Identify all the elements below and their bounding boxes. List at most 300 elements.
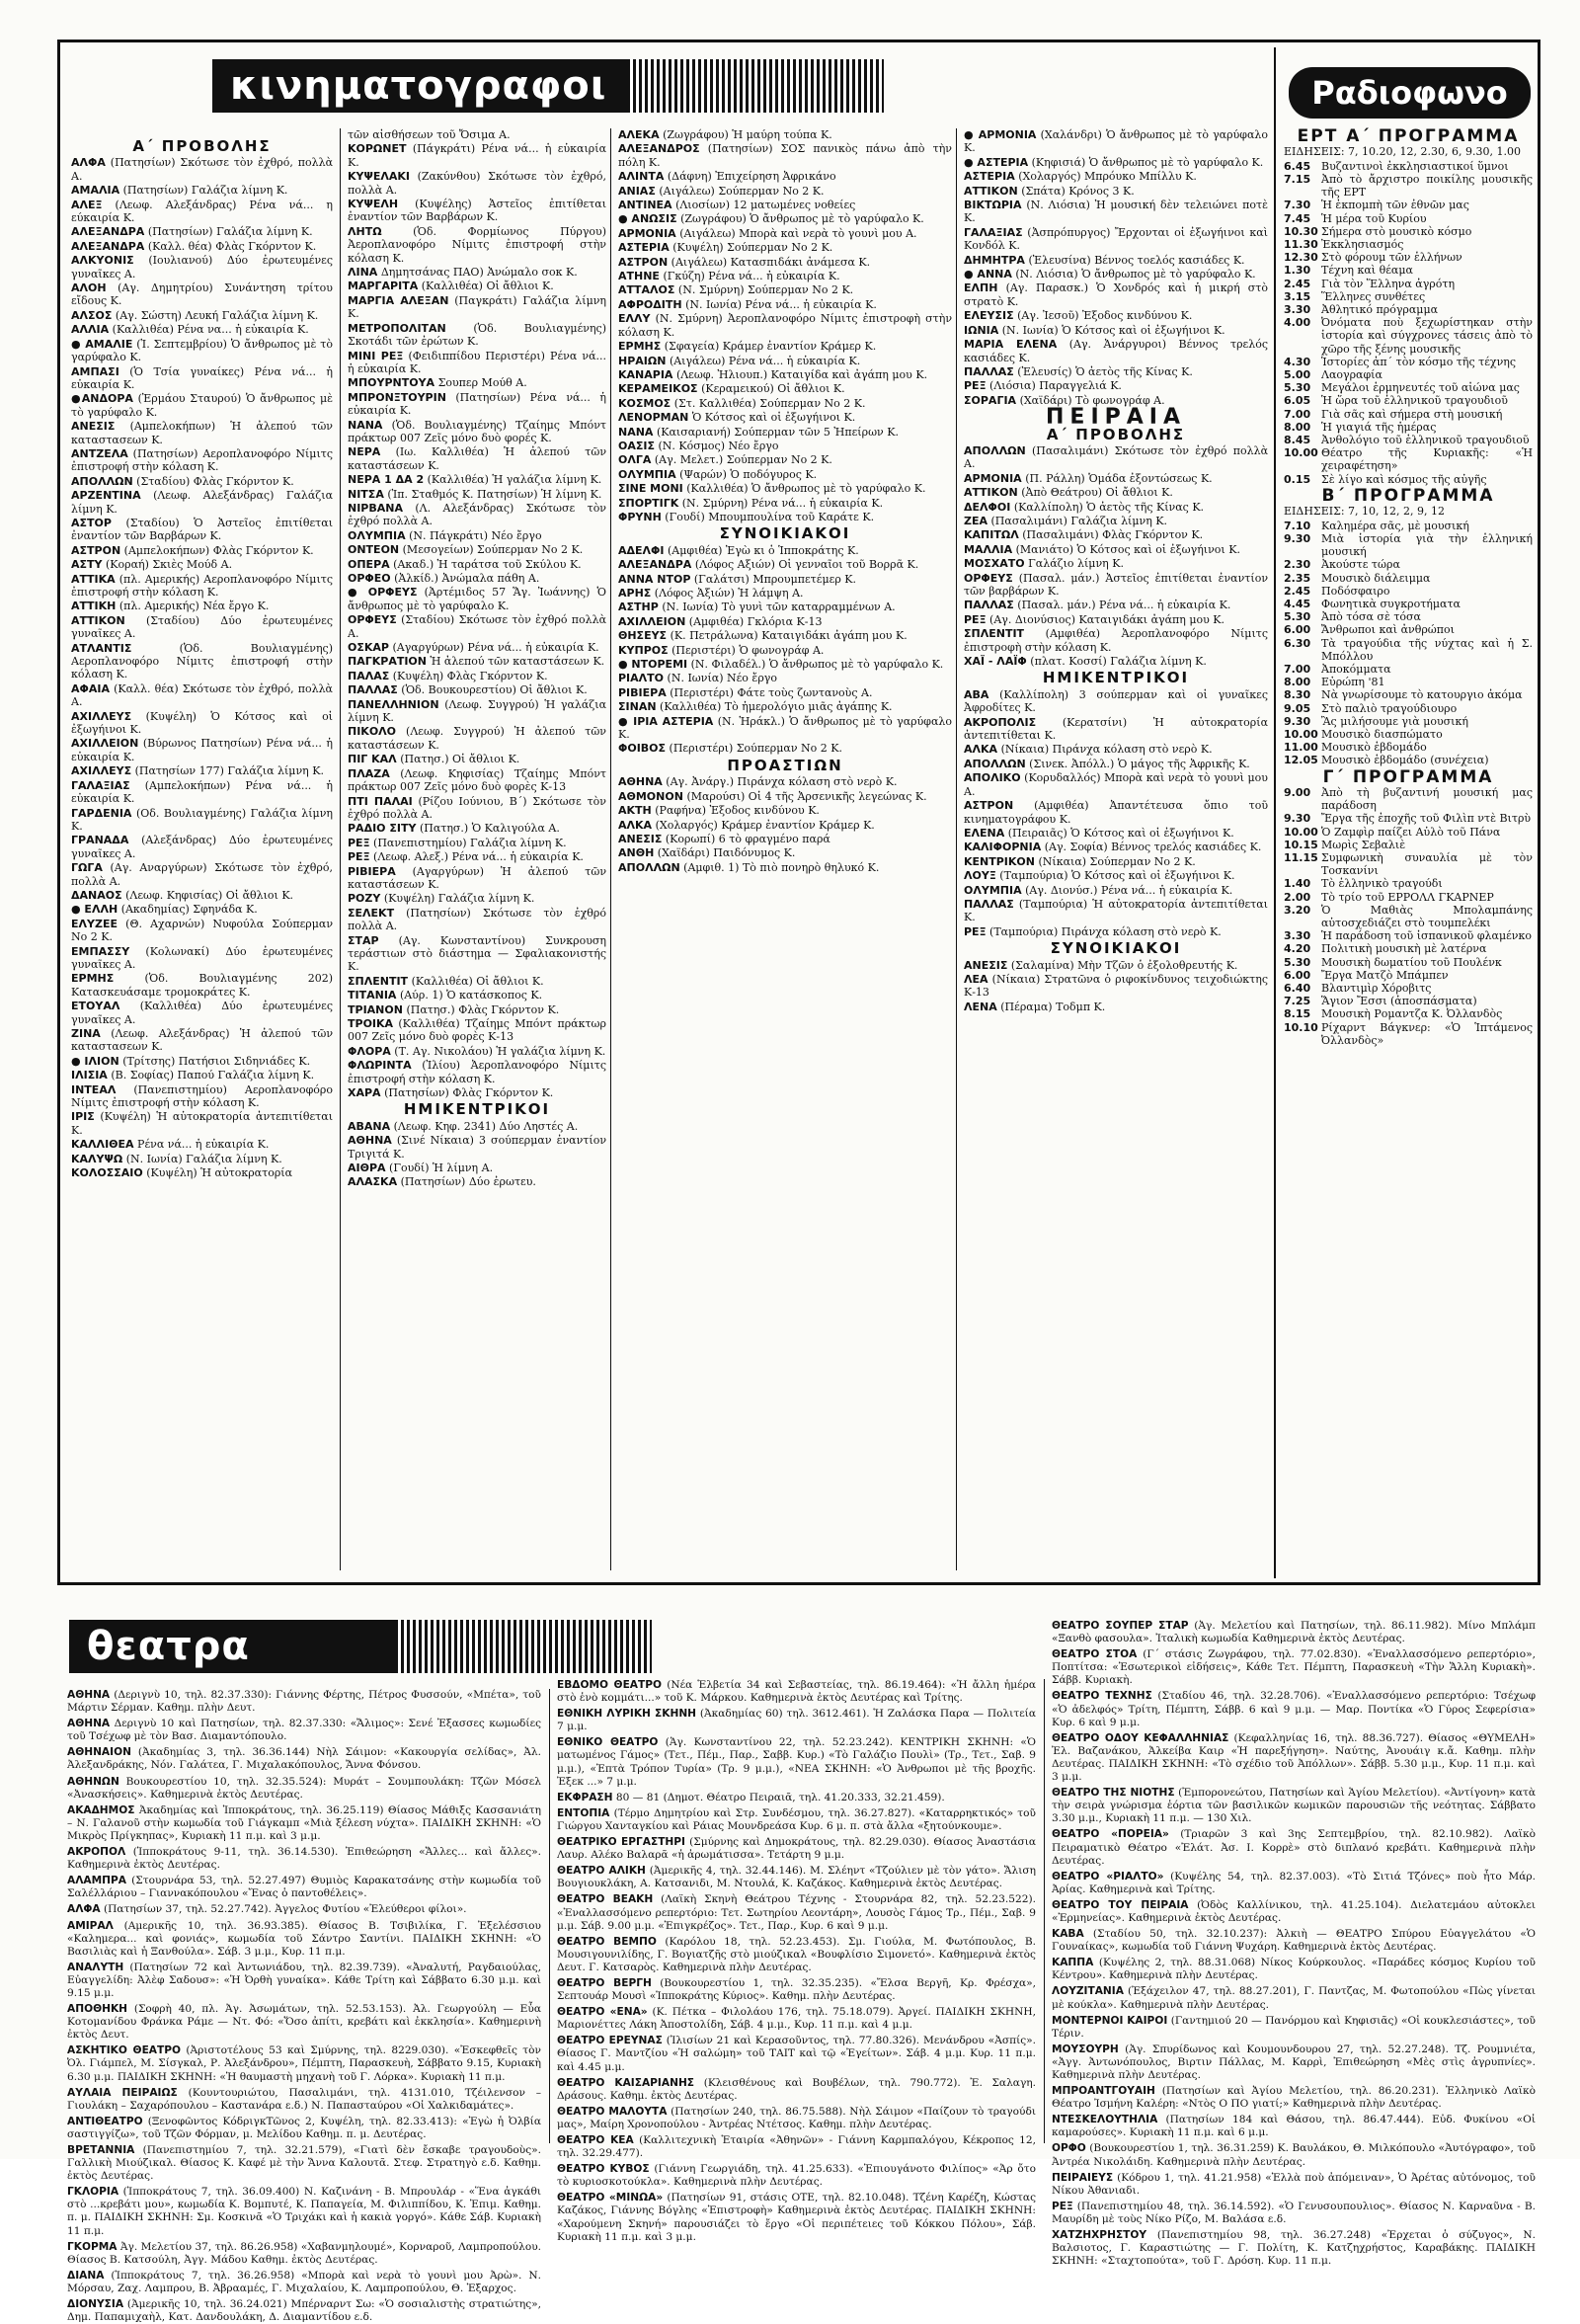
cinema-details: (Ὁδ. Φορμίωνος Πύργου) Ἀεροπλανοφόρο Νίμιτς ἐπιστροφή στὴν κόλαση Κ. xyxy=(348,224,606,265)
cinema-name: ΑΤΤΑΛΟΣ xyxy=(618,283,675,297)
theatre-name: ΓΚΛΟΡΙΑ xyxy=(67,2186,119,2199)
radio-time: 7.25 xyxy=(1284,995,1311,1008)
cinema-listing xyxy=(71,1055,333,1068)
radio-time: 4.20 xyxy=(1284,942,1311,956)
cinema-listing xyxy=(618,453,952,466)
theatre-details: (Ἰλισίων 21 καὶ Κερασοῦντος, τηλ. 77.80.326). Μενάνδρου «Ἀσπίς». Θίασος Γ. Μαντζίου «Ἡ σαλώμη» τοῦ ΤΑΙΤ καὶ τῷ «Ἐγείτων». Σάβ. 4 μ.μ. Κυρ. 11 π.μ. καὶ 4.45 μ.μ. xyxy=(557,2035,1037,2073)
theatre-name: ΘΕΑΤΡΟ ΚΥΒΟΣ xyxy=(557,2163,650,2176)
radio-show: Ἡ παράδοση τοῦ ἰσπανικοῦ φλαμένκο xyxy=(1321,929,1532,943)
cinema-name: ΦΡΥΝΗ xyxy=(618,510,662,523)
cinema-details: (Γαλάτσι) Μπρουμπετέμερ Κ. xyxy=(693,572,856,586)
cinema-details: (Κορυδαλλός) Μπορὰ καὶ νερὰ τὸ γουνὶ μου Α. xyxy=(964,771,1268,798)
cinema-name: ● ΑΝΩΣΙΣ xyxy=(618,212,677,226)
cinema-details: (Ἐλευσίς) Ὁ ἀετὸς τῆς Κίνας Κ. xyxy=(1017,364,1193,378)
cinema-name: ΑΧΙΛΛΕΙΟΝ xyxy=(618,614,686,628)
cinema-listing xyxy=(71,1110,333,1137)
cinema-listing xyxy=(618,715,952,742)
cinema-listing xyxy=(348,294,606,321)
theatre-details: Ἀκαδημίας καὶ Ἱπποκράτους, τηλ. 36.25.119) Θίασος Μάθιξς Κασσανιάτη – Ν. Γαλανοῦ στὴν κωμωδία τοῦ Γιάγκαμπ «Μιὰ ξέλεση νύχτα». ΠΑΙΔΙΚΗ ΣΚΗΝΗ: «Ὁ Μικρὸς Πρίγκηπας», Κυριακὴ 11 π.μ. καὶ 3 μ.μ. xyxy=(67,1803,541,1842)
cinema-listing xyxy=(618,382,952,395)
cinema-details: (Αύρ. 1) Ὁ κατάσκοπος Κ. xyxy=(399,989,543,1002)
cinema-details: (Σινέ Νίκαια) 3 σούπερμαν ἐναντίον Τριγιτά Κ. xyxy=(348,1134,607,1161)
cinema-listing xyxy=(348,865,606,892)
cinema-listing xyxy=(618,558,952,571)
cinema-details: (Περιστέρι) Σούπερμαν Νο 2 Κ. xyxy=(669,742,842,756)
radio-time: 5.30 xyxy=(1284,610,1311,624)
cinema-listing xyxy=(964,486,1268,499)
cinema-listing xyxy=(71,903,333,916)
cinema-details: (Ν. Ιωνία) Ρένα νά... ἡ εὐκαιρία Κ. xyxy=(685,297,877,311)
cinema-name: ΚΑΝΑΡΙΑ xyxy=(618,367,673,381)
cinema-details: (Πάγκράτι) Ρένα νά... ἡ εὐκαιρία Κ. xyxy=(348,142,606,169)
radio-banner xyxy=(1289,67,1531,119)
cinema-listing xyxy=(348,613,606,640)
cinema-details: (Πατησίων) Ρένα νά... ἡ εὐκαιρία Κ. xyxy=(348,390,606,418)
cinema-name: ΑΛΕΞΑΝΔΡΟΣ xyxy=(618,142,700,156)
cinema-listing xyxy=(348,641,606,654)
radio-time: 6.00 xyxy=(1284,623,1311,637)
cinema-details: (Αγαργύρων) Ρένα νά... ἡ εὐκαιρία Κ. xyxy=(392,641,599,655)
cinema-details: (Νίκαια) Πιράνχα κόλαση στὸ νερὸ Κ. xyxy=(1000,743,1213,757)
radio-time: 3.30 xyxy=(1284,303,1311,317)
cinema-details: (Αιγάλεω) Ρένα νά... ἡ εὐκαιρία Κ. xyxy=(669,354,861,367)
cinema-listing xyxy=(71,972,333,999)
cinema-name: ΑΛΕΚΑ xyxy=(618,128,660,141)
cinema-details: (Μαρούσι) Οἱ 4 τῆς Ἀρσενικῆς λεγεώνας Κ. xyxy=(686,789,927,803)
cinema-name: ΑΤΗΝΕ xyxy=(618,270,660,283)
cinema-details: (Λεωφ. Αλεξάνδρας) Γαλάζια λίμνη Κ. xyxy=(71,489,333,516)
cinema-details: (Λ. Αλεξάνδρας) Σκότωσε τὸν ἐχθρό πολλὰ Α. xyxy=(348,501,606,528)
radio-time: 2.00 xyxy=(1284,890,1311,904)
radio-schedule-item xyxy=(1284,982,1533,995)
theatre-details: (Κλεισθένους καὶ Βουβέλων, τηλ. 790.772). Ἐ. Σαλαγη. Δράσους. Καθημ. ἐκτὸς Δευτέρας. xyxy=(557,2076,1036,2102)
theatre-listing xyxy=(557,2077,1036,2103)
cinema-listing xyxy=(618,468,952,481)
cinema-name: ΑΛΙΝΤΑ xyxy=(618,170,665,184)
cinema-details: (Ν. Ιωνία) Γαλάζια λίμνη Κ. xyxy=(125,1152,282,1165)
theatre-listing xyxy=(557,2006,1036,2032)
cinema-details: (Αγ. Σώστη) Λευκή Γαλάζια λίμνη Κ. xyxy=(115,308,319,322)
cinema-details: (Τ. Αγ. Νικολάου) Ἡ γαλάζια λίμνη Κ. xyxy=(394,1044,606,1058)
cinema-name: ΟΡΦΕΥΣ xyxy=(964,571,1013,585)
first-run-heading: Α΄ ΠΡΟΒΟΛΗΣ xyxy=(132,137,272,155)
cinema-name: ΑΤΤΙΚΟΝ xyxy=(964,184,1018,198)
radio-schedule-item xyxy=(1284,839,1533,851)
cinema-name: ΑΝΕΣΙΣ xyxy=(71,420,116,434)
radio-time: 5.30 xyxy=(1284,955,1311,969)
radio-time: 6.40 xyxy=(1284,982,1311,996)
cinema-name: ΑΝΤΖΕΛΑ xyxy=(71,446,128,460)
piraeus-first-run-heading: Α΄ ΠΡΟΒΟΛΗΣ xyxy=(1046,425,1186,443)
cinema-name: ● ΙΛΙΟΝ xyxy=(71,1054,119,1068)
cinema-name: ΕΡΜΗΣ xyxy=(618,340,662,354)
cinema-name: ΠΑΛΛΑΣ xyxy=(964,364,1014,378)
cinema-details: (Αγ. Διονύσ.) Ρένα νά... ἡ εὐκαιρία Κ. xyxy=(1025,883,1233,897)
cinema-name: ΠΑΓΚΡΑΤΙΟΝ xyxy=(348,655,427,669)
cinema-details: (Αλεξάνδρας) Δύο ἐρωτευμένες γυναῖκες Α. xyxy=(71,834,333,860)
radio-show: Γιὰ σᾶς καὶ σήμερα στὴ μουσική xyxy=(1321,407,1503,421)
cinema-name: ΑΝΕΣΙΣ xyxy=(964,958,1008,972)
cinema-details: (Αιγάλεω) Κατασπιδάκι ἀνάμεσα Κ. xyxy=(671,255,871,269)
radio-schedule-item xyxy=(1284,877,1533,890)
cinema-details: (Μανιάτο) Ὁ Κότσος καὶ οἱ ἐξωγήινοι Κ. xyxy=(1015,542,1240,556)
theatre-details: (Πατησίων 91, στάσις ΟΤΕ, τηλ. 82.10.048). Τζένη Καρέζη, Κώστας Καζάκος, Γιάννης Βόγλης «Ἐπιστροφὴ» Καθημερινὰ ἐκτὸς Δευτέρας. ΠΑΙΔΙΚΗ ΣΚΗΝΗ: «Χαρούμενη Σκηνή» παρουσιάζει τὸ ἔργο «Οἱ περιπέτειες τοῦ Κόκκου Πόλου», Σάβ. Κυριακὴ 11 π.μ. καὶ 3 μ.μ. xyxy=(557,2192,1036,2243)
theatre-details: Βουκουρεστίου 10, τηλ. 32.35.524): Μυράτ – Σουμπουλάκη: Τζῶν Μόσελ «Ἀνασκήσεις». Καθημερινὰ ἐκτὸς Δευτέρας. xyxy=(67,1775,541,1801)
radio-schedule-item xyxy=(1284,812,1533,825)
cinema-name: ΑΝΙΑΣ xyxy=(618,184,656,198)
radio-time: 3.30 xyxy=(1284,929,1311,943)
cinema-listing xyxy=(71,779,333,806)
cinema-details: (Κερατσίνι) Ἡ αὐτοκρατορία ἀντεπιτίθεται Κ. xyxy=(964,715,1269,743)
cinema-title: κινηματογραφοι xyxy=(230,63,607,109)
cinema-name: ΑΤΛΑΝΤΙΣ xyxy=(71,641,132,655)
cinema-name: ΠΙΚΟΛΟ xyxy=(348,725,397,739)
cinema-details: Ἡ ἀλεπού τῶν καταστάσεων Κ. xyxy=(430,655,605,669)
radio-time: 6.05 xyxy=(1284,394,1311,408)
cinema-name: ΑΚΤΗ xyxy=(618,804,652,818)
radio-time: 2.45 xyxy=(1284,584,1311,598)
cinema-name: ΑΣΤΡΟΝ xyxy=(964,799,1014,813)
cinema-name: ΓΑΛΑΞΙΑΣ xyxy=(71,778,130,792)
theatre-details: (Πανεπιστημίου 7, τηλ. 32.21.579), «Γιατὶ δὲν ἔσκαβε τραγουδοὺς». Γαλλικὴ Μιούζικαλ. Θίασος Κ. Καφέ μὲ τὴν Ἄννα Καλουτᾶ. Στεφ. Στρατηγὸ ε.δ. Καθημ. ἐκτὸς Δευτέρας. xyxy=(67,2144,541,2183)
cinema-name: ΖΙΝΑ xyxy=(71,1027,101,1040)
theatre-name: ΛΟΥΖΙΤΑΝΙΑ xyxy=(1052,1985,1124,1998)
radio-show: Ρίχαρντ Βάγκνερ: «Ὁ Ἱπτάμενος Ὀλλανδὸς» xyxy=(1321,1020,1533,1047)
cinema-name: ΑΝΤΙΝΕΑ xyxy=(618,199,672,212)
cinema-listing xyxy=(964,226,1268,253)
radio-schedule-item xyxy=(1284,1007,1533,1020)
cinema-listing xyxy=(618,440,952,452)
cinema-details: (Αμφιθ. 1) Τὸ πιὸ πονηρὸ θηλυκό Κ. xyxy=(683,860,880,874)
cinema-name: ΠΑΛΑΣ xyxy=(348,669,390,682)
cinema-details: (Χαλάνδρι) Ὁ ἄνθρωπος μὲ τὸ γαρύφαλο Κ. xyxy=(964,128,1268,155)
semi-central-heading-2: ΗΜΙΚΕΝΤΡΙΚΟΙ xyxy=(1042,669,1190,687)
theatre-listing xyxy=(1052,2172,1536,2198)
theatre-name: ΑΜΙΡΑΛ xyxy=(67,1919,114,1932)
cinema-listing xyxy=(348,1003,606,1016)
radio-show: Βλαντιμὶρ Χόροβιτς xyxy=(1321,982,1432,996)
cinema-details: (Καλλιθέα) Τὸ ἡμερολόγιο μιᾶς ἀγάπης Κ. xyxy=(660,700,893,714)
local-heading-1: ΣΥΝΟΙΚΙΑΚΟΙ xyxy=(719,524,851,543)
theatre-listing xyxy=(67,2116,541,2141)
theatre-details: (Κυψέλης 2, τηλ. 88.31.068) Νίκος Κούρκουλος. «Παράδες κόσμος Κυρίου τοῦ Κέντρου». Καθημερινὰ πλὴν Δευτέρας. xyxy=(1052,1957,1536,1982)
cinema-listing xyxy=(348,350,606,376)
cinema-details: (Στ. Καλλιθέα) Σούπερμαν Νο 2 Κ. xyxy=(673,396,866,410)
cinema-name: ΘΗΣΕΥΣ xyxy=(618,629,668,643)
cinema-listing xyxy=(964,281,1268,308)
column-rule xyxy=(340,128,341,1570)
cinema-name: ΗΡΑΙΩΝ xyxy=(618,354,667,367)
cinema-details: (Ν. Ἡράκλ.) Ὁ ἄνθρωπος μὲ τὸ γαρύφαλο Κ. xyxy=(618,714,953,742)
radio-show: Ἀποκόμματα xyxy=(1321,662,1391,676)
radio-show: Στὸ παλιὸ τραγούδιουρο xyxy=(1321,701,1458,715)
theatre-name: ΝΤΕΣΚΕΛΟΥΤΗΛΙΑ xyxy=(1052,2114,1158,2126)
cinema-details: Ρένα νά... ἡ εὐκαιρία Κ. xyxy=(137,1138,270,1152)
cinema-name: ΑΡΗΣ xyxy=(618,587,652,600)
cinema-details: (Πανεπιστημίου) Γαλάζια λίμνη Κ. xyxy=(373,836,567,849)
radio-show: Μιὰ ἱστορία γιὰ τὴν ἑλληνική μουσική xyxy=(1321,531,1533,559)
theatre-name: ΘΕΑΤΡΟ ΣΤΟΑ xyxy=(1052,1648,1138,1661)
cinema-listing xyxy=(964,627,1268,654)
cinema-name: ● ΕΛΛΗ xyxy=(71,903,118,917)
cinema-name: ΣΠΟΡΤΙΓΚ xyxy=(618,496,679,510)
cinema-listing xyxy=(964,156,1268,169)
radio-time: 8.45 xyxy=(1284,434,1311,447)
theatre-name: ΘΕΑΤΡΟ «ΡΙΑΛΤΟ» xyxy=(1052,1870,1164,1883)
radio-schedule-item xyxy=(1284,394,1533,407)
radio-show: Ἀκούστε τώρα xyxy=(1321,558,1400,572)
cinema-name: ΑΤΤΙΚΟΝ xyxy=(964,486,1018,500)
radio-time: 7.00 xyxy=(1284,662,1311,676)
cinema-details: (Αγ. Αναργύρων) Σκότωσε τὸν ἐχθρό, πολλὰ Α. xyxy=(71,861,333,888)
cinema-details: (Σπάτα) Κρόνος 3 Κ. xyxy=(1021,184,1135,198)
theatre-details: (Λαϊκὴ Σκηνὴ Θεάτρου Τέχνης - Στουρνάρα 82, τηλ. 52.23.522). «Ἐναλλασσόμενο ρεπερτόριο: Τετ. Σωτηρίου Λεοντάρη», Λουσὸς Γάμος Τρ., Πέμ., Σαβ. 9 μ.μ. Σάβ. 9.00 μ.μ. «Ἐπιγκρέζος». Τετ., Παρ., Κυρ. 6 καὶ 9 μ.μ. xyxy=(557,1893,1036,1932)
cinema-details: (Πατησίων) Φλὰς Γκόρντον Κ. xyxy=(384,1086,554,1100)
cinema-name: ΑΝΕΣΙΣ xyxy=(618,832,663,845)
cinema-listing xyxy=(71,1083,333,1110)
radio-schedule-item xyxy=(1284,238,1533,251)
cinema-details: Σουπερ Μούθ Α. xyxy=(437,376,527,390)
radio-time: 12.05 xyxy=(1284,754,1318,767)
cinema-name: ΦΛΟΡΑ xyxy=(348,1044,391,1058)
radio-program-3-title: Γ΄ ΠΡΟΓΡΑΜΜΑ xyxy=(1322,766,1494,787)
cinema-details: (Πασαλιμάνι) Φλὰς Γκόρντον Κ. xyxy=(1022,528,1204,542)
theatre-name: ΑΘΗΝΑ xyxy=(67,1718,111,1730)
cinema-listing xyxy=(964,254,1268,267)
theatre-name: ΑΛΑΜΠΡΑ xyxy=(67,1875,126,1887)
radio-show: Μουσικὸ διάλειμμα xyxy=(1321,571,1431,585)
cinema-listing xyxy=(348,198,606,224)
theatre-listing xyxy=(1052,1787,1536,1825)
radio-show: Σὲ λίγο καὶ κόσμος τῆς αὐγῆς xyxy=(1321,472,1487,486)
radio-show: Λαογραφία xyxy=(1321,368,1382,382)
cinema-details: (Περιστέρι) Φάτε τοὺς ζωντανοὺς Α. xyxy=(670,685,873,699)
theatre-details: (Κεφαλληνίας 16, τηλ. 88.36.727). Θίασος «ΘΥΜΕΛΗ» Ἐλ. Βαζανάκου, Ἀλκείβα Καιρ «Ἡ παρεξήγηση». Ναύτης, Ἀνουάιγ κ.ἄ. Καθημ. πλὴν Δευτέρας. ΠΑΙΔΙΚΗ ΣΚΗΝΗ: «Τὸ σχέδιο τοῦ Ἀπόλλων». Σάββ. 5.30 μ.μ., Κυρ. 11 π.μ. καὶ 3 μ.μ. xyxy=(1052,1731,1536,1784)
theatre-listing xyxy=(67,1920,541,1959)
cinema-name: ΜΑΡΙΑ ΕΛΕΝΑ xyxy=(964,338,1058,352)
theatre-details: (Ἀμερικῆς 10, τηλ. 36.24.021) Μπέρναρντ Σω: «Ὁ σοσιαλιστὴς στρατιώτης», Δημ. Παπαμιχαὴλ, Κατ. Δανδουλάκη, Δ. Διαμαντίδου ε.δ. xyxy=(67,2298,541,2324)
cinema-details: (Ἐρμάου Σταυρού) Ὁ ἄνθρωπος μὲ τὸ γαρύφαλο Κ. xyxy=(71,392,333,419)
cinema-details: (Καλλ. θέα) Σκότωσε τὸν ἐχθρό, πολλὰ Α. xyxy=(71,681,333,709)
theatre-details: (Ὀδὸς Καλλίνικου, τηλ. 41.25.104). Διελατεμάου αὐτοκλει «Ἐρμηνείας». Καθημερινὰ ἐκτὸς Δευτέρας. xyxy=(1052,1898,1536,1924)
cinema-details: (Ταμπούρια) Ἡ αὐτοκρατορία ἀντεπιτίθεται Κ. xyxy=(964,897,1268,924)
radio-show: Μεγάλοι ἑρμηνευτές τοῦ αἰώνα μας xyxy=(1321,381,1520,395)
cinema-name: ΠΑΛΛΑΣ xyxy=(348,683,398,697)
cinema-name: ΛΗΤΩ xyxy=(348,224,382,238)
cinema-column-2 xyxy=(348,128,606,1572)
cinema-details: (Σταδίου) Δύο ἐρωτευμένες γυναῖκες Α. xyxy=(71,613,334,641)
radio-schedule-item xyxy=(1284,421,1533,434)
radio-schedule-item xyxy=(1284,381,1533,394)
cinema-listing xyxy=(71,338,333,364)
cinema-listing xyxy=(618,241,952,254)
cinema-listing xyxy=(348,670,606,682)
theatre-details: (Πανεπιστημίου 98, τηλ. 36.27.248) «Ἐρχεται ὁ σύζυγος», Ν. Βαλσιοτος, Γ. Καραστιώτης — Γ. Πολίτη, Κ. Κατζηχρήστος, Καραβάκης. ΠΑΙΔΙΚΗ ΣΚΗΝΗ: «Σταχτοπούτα», τοῦ Γ. Δρόση. Κυρ. 11 π.μ. xyxy=(1052,2229,1536,2268)
radio-show: Ἔργα Ματζὸ Μπάμπεν xyxy=(1321,968,1449,982)
cinema-name: ΑΡΖΕΝΤΙΝΑ xyxy=(71,489,141,503)
cinema-listing xyxy=(348,128,606,141)
cinema-name: ΑΛΚΑ xyxy=(618,818,653,832)
cinema-details: (Καλλίπολη) 3 σούπερμαν καὶ οἱ γυναῖκες Ἀφροδίτες Κ. xyxy=(964,687,1268,715)
radio-show: Ποδόσφαιρο xyxy=(1321,584,1390,598)
radio-time: 2.35 xyxy=(1284,571,1311,585)
cinema-listing xyxy=(964,543,1268,556)
cinema-details: (Ἀπὸ Θεάτρου) Οἱ ἄθλιοι Κ. xyxy=(1021,486,1173,500)
cinema-name: ΓΑΛΑΞΙΑΣ xyxy=(964,225,1023,239)
radio-show: Ὀνόματα ποὺ ξεχωρίστηκαν στὴν ἱστορία καὶ σύγχρονες τάσεις ἀπὸ τὸ χῶρο τῆς ξένης μουσικῆς xyxy=(1321,316,1533,356)
cinema-listing xyxy=(71,614,333,641)
cinema-name: ΑΔΕΛΦΙ xyxy=(618,543,665,557)
radio-schedule-item xyxy=(1284,303,1533,316)
radio-show: Ἡ μέρα τοῦ Κυρίου xyxy=(1321,211,1427,225)
cinema-listing xyxy=(348,1045,606,1058)
cinema-details: (Σφαγεία) Κράμερ ἐναντίον Κράμερ Κ. xyxy=(664,340,877,354)
cinema-name: ΑΧΙΛΛΕΥΣ xyxy=(71,709,132,723)
cinema-listing xyxy=(618,355,952,367)
radio-time: 11.15 xyxy=(1284,850,1318,864)
cinema-details: (Αμπελοκήπων) Φλὰς Γκόρντον Κ. xyxy=(123,543,314,557)
cinema-details: (Λεωφ. Συγγρού) Ἡ ἀλεπού τῶν καταστάσεων Κ. xyxy=(348,725,606,752)
radio-time: 10.10 xyxy=(1284,1020,1318,1034)
theatre-listing xyxy=(557,1936,1036,1974)
cinema-name: ● ΝΤΟΡΕΜΙ xyxy=(618,658,688,672)
cinema-listing xyxy=(964,743,1268,756)
cinema-name: ΚΥΨΕΛΗ xyxy=(348,198,399,211)
cinema-name: ΝΕΡΑ 1 ΔΑ 2 xyxy=(348,473,425,487)
theatre-listing xyxy=(1052,2044,1536,2082)
theatre-name: ΡΕΞ xyxy=(1052,2200,1073,2212)
theatre-name: ΘΕΑΤΡΟ ΜΑΛΟΥΤΑ xyxy=(557,2105,668,2118)
radio-schedule-item xyxy=(1284,225,1533,238)
cinema-list-4c xyxy=(964,688,1268,938)
cinema-list-4b xyxy=(964,444,1268,669)
cinema-listing xyxy=(964,898,1268,924)
cinema-list-4 xyxy=(964,128,1268,407)
cinema-listing xyxy=(964,827,1268,840)
cinema-name: ΡΙΒΙΕΡΑ xyxy=(618,685,667,699)
cinema-details: (Καλλιθέα) Οἱ ἄθλιοι Κ. xyxy=(411,974,544,988)
theatre-listing xyxy=(557,2134,1036,2160)
radio-show: Τὸ ἑλληνικὸ τραγούδι xyxy=(1321,877,1443,891)
cinema-details: (Σταδίου) Σκότωσε τὸν ἐχθρό πολλὰ Α. xyxy=(348,613,607,640)
theatre-listing xyxy=(67,1962,541,2000)
radio-schedule-item xyxy=(1284,160,1533,173)
cinema-listing xyxy=(71,281,333,308)
cinema-details: (Καλλιθέα) Τζαίημς Μπόντ πράκτωρ 007 Ζεῖς μόνο δυὸ φορὲς Κ-13 xyxy=(348,1017,606,1044)
cinema-details: (Πατησίων) Δύο ἐρωτευ. xyxy=(400,1175,536,1189)
cinema-name: ΑΠΟΛΛΩΝ xyxy=(964,757,1026,770)
cinema-name: ΒΙΚΤΩΡΙΑ xyxy=(964,199,1022,212)
cinema-name: ΚΕΝΤΡΙΚΟΝ xyxy=(964,854,1035,868)
cinema-details: (Αγ. Δημητρίου) Συνάντηση τρίτου εἴδους Κ. xyxy=(71,281,333,308)
cinema-name: ΕΛΠΗ xyxy=(964,281,998,295)
cinema-details: (Κοραή) Σκιὲς Μούδ Α. xyxy=(106,558,233,572)
cinema-details: (Λεωφ. Αλεξ.) Ρένα νά... ἡ εὐκαιρία Κ. xyxy=(373,850,584,864)
cinema-name: ΡΙΒΙΕΡΑ xyxy=(348,864,396,878)
cinema-listing xyxy=(71,309,333,322)
theatre-name: ΘΕΑΤΡΟ ΒΕΡΓΗ xyxy=(557,1976,652,1989)
radio-schedule-item xyxy=(1284,598,1533,610)
radio-time: 9.30 xyxy=(1284,812,1311,826)
theatre-details: (Τέρμο Δημητρίου καὶ Στρ. Συνδέσμου, τηλ. 36.27.827). «Καταρρηκτικός» τοῦ Γιώργου Χανταγκίου καὶ Ράιας Μουνδρεάσα Κυρ. 6 μ. π. στὰ ἄλλα «ξητούνκουμε». xyxy=(557,1806,1036,1832)
radio-time: 0.15 xyxy=(1284,472,1311,486)
cinema-listing xyxy=(618,142,952,169)
radio-show: Ἀθλητικό πρόγραμμα xyxy=(1321,303,1439,317)
theatre-listing xyxy=(1052,1899,1536,1925)
cinema-listing xyxy=(618,411,952,424)
cinema-listing xyxy=(618,511,952,523)
cinema-details: (Ακαδημίας) Σφηνάδα Κ. xyxy=(120,903,258,917)
cinema-listing xyxy=(964,855,1268,868)
cinema-listing xyxy=(964,688,1268,715)
cinema-name: ΕΛΥΖΕΕ xyxy=(71,917,118,930)
cinema-listing xyxy=(348,767,606,794)
cinema-list-3b xyxy=(618,544,952,756)
cinema-listing xyxy=(71,834,333,860)
cinema-listing xyxy=(618,700,952,713)
cinema-listing xyxy=(618,368,952,381)
cinema-name: ΑΠΟΛΛΩΝ xyxy=(618,860,680,874)
cinema-details: (Βύρωνος Πατησίων) Ρένα νά... ἡ εὐκαιρία Κ. xyxy=(71,737,333,763)
cinema-details: (Αγ. Ἀνάργυροι) Βέννος τρελός κασιάδες Κ. xyxy=(964,338,1269,364)
cinema-name: ΑΒΑΝΑ xyxy=(348,1119,391,1133)
cinema-listing xyxy=(71,254,333,280)
theatre-details: (Σοφρὴ 40, πλ. Ἀγ. Ἀσωμάτων, τηλ. 52.53.153). Ἀλ. Γεωργούλη — Εὖα Κοτομανίδου Φράνκα Ράμε — Ντ. Φό: «Ὅσο ἀπίτι, κρεβάτι καὶ ἐκκλησία». Καθημερινὴ ἐκτὸς Δευτ. xyxy=(67,2003,541,2042)
cinema-listing xyxy=(71,945,333,972)
radio-schedule-item xyxy=(1284,212,1533,225)
cinema-details: (Αμφιθέα) Ἀπαντέτευσα ὄπιο τοῦ κινηματογράφου Κ. xyxy=(964,799,1268,826)
cinema-name: ΜΕΤΡΟΠΟΛΙΤΑΝ xyxy=(348,321,446,335)
radio-time: 6.30 xyxy=(1284,636,1311,650)
radio-schedule-item xyxy=(1284,199,1533,211)
cinema-listing xyxy=(618,426,952,439)
cinema-listing xyxy=(618,397,952,410)
cinema-listing xyxy=(618,587,952,600)
cinema-listing xyxy=(348,376,606,389)
cinema-details: (Νίκαια) Στρατῶνα ὁ ριφοκίνδυνος τειχοδιώκτης Κ-13 xyxy=(964,972,1268,1000)
cinema-listing xyxy=(964,572,1268,599)
radio-news-1: ΕΙΔΗΣΕΙΣ: 7, 10.20, 12, 2.30, 6, 9.30, 1.00 xyxy=(1284,145,1521,159)
theatre-name: ΘΕΑΤΡΟ ΒΕΑΚΗ xyxy=(557,1893,654,1906)
cinema-details: (Ρίζου Ιούνιου, Β΄) Σκότωσε τὸν ἐχθρό πολλὰ Α. xyxy=(348,794,606,821)
cinema-listing xyxy=(348,837,606,849)
theatre-name: ΕΝΤΟΠΙΑ xyxy=(557,1806,610,1819)
theatre-details: Ἀγ. Μελετίου 37, τηλ. 86.26.958) «Χαβανμηλουμέ», Κορναροῦ, Λαμπροπούλου. Θίασος Β. Κατσούλη, Ἀγγ. Μάδου Καθημ. ἐκτὸς Δευτέρας. xyxy=(67,2240,542,2266)
cinema-details: (Αμπελοκήπων) Ἡ ἀλεπού τῶν καταστασεων Κ. xyxy=(71,420,333,446)
cinema-name: ΑΧΙΛΛΕΙΟΝ xyxy=(71,737,139,751)
cinema-list-2b xyxy=(348,1120,606,1189)
theatre-details: (Πατησίων 37, τηλ. 52.27.742). Ἀγγελος Φυτίου «Ἐλεύθεροι φίλοι». xyxy=(103,1903,467,1916)
cinema-details: (Καλλιθέα) Ρένα να... ἡ εὐκαιρία Κ. xyxy=(112,323,309,337)
cinema-name: ΑΛΕΞ xyxy=(71,198,103,211)
cinema-listing xyxy=(964,841,1268,853)
theatre-details: (Αμερικῆς 10, τηλ. 36.93.385). Θίασος Β. Τσιβιλίκα, Γ. Ἐξελέσσιου «Καλημερα... καὶ φονιάς», κωμωδία τοῦ Σάντρο Σαντίνι. ΠΑΙΔΙΚΗ ΣΚΗΝΗ: «Ὁ Βασιλιὰς καὶ ἡ Ξανθούλα». Σάβ. 3 μ.μ., Κυρ. 11 π.μ. xyxy=(67,1919,541,1958)
radio-schedule-item xyxy=(1284,251,1533,264)
cinema-name: ΑΛΚΑ xyxy=(964,743,998,757)
cinema-listing xyxy=(348,586,606,612)
cinema-list-3 xyxy=(618,128,952,523)
radio-time: 10.30 xyxy=(1284,224,1318,238)
cinema-details: (Πατησίων) ΣΟΣ πανικὸς πάνω ἀπὸ τὴν πόλη Κ. xyxy=(618,142,952,169)
cinema-name: ΣΠΛΕΝΤΙΤ xyxy=(348,974,409,988)
radio-show: Ὁ Ζαμφὶρ παίζει Αὐλὸ τοῦ Πάνα xyxy=(1321,825,1501,839)
radio-schedule-item xyxy=(1284,623,1533,636)
cinema-listing xyxy=(71,420,333,446)
radio-time: 1.40 xyxy=(1284,877,1311,891)
theatre-listing xyxy=(1052,1828,1536,1867)
cinema-details: (Ἀλκίδ.) Ἀνώμαλα πάθη Α. xyxy=(394,572,540,585)
cinema-name: ΑΣΤΡΟΝ xyxy=(618,255,669,269)
